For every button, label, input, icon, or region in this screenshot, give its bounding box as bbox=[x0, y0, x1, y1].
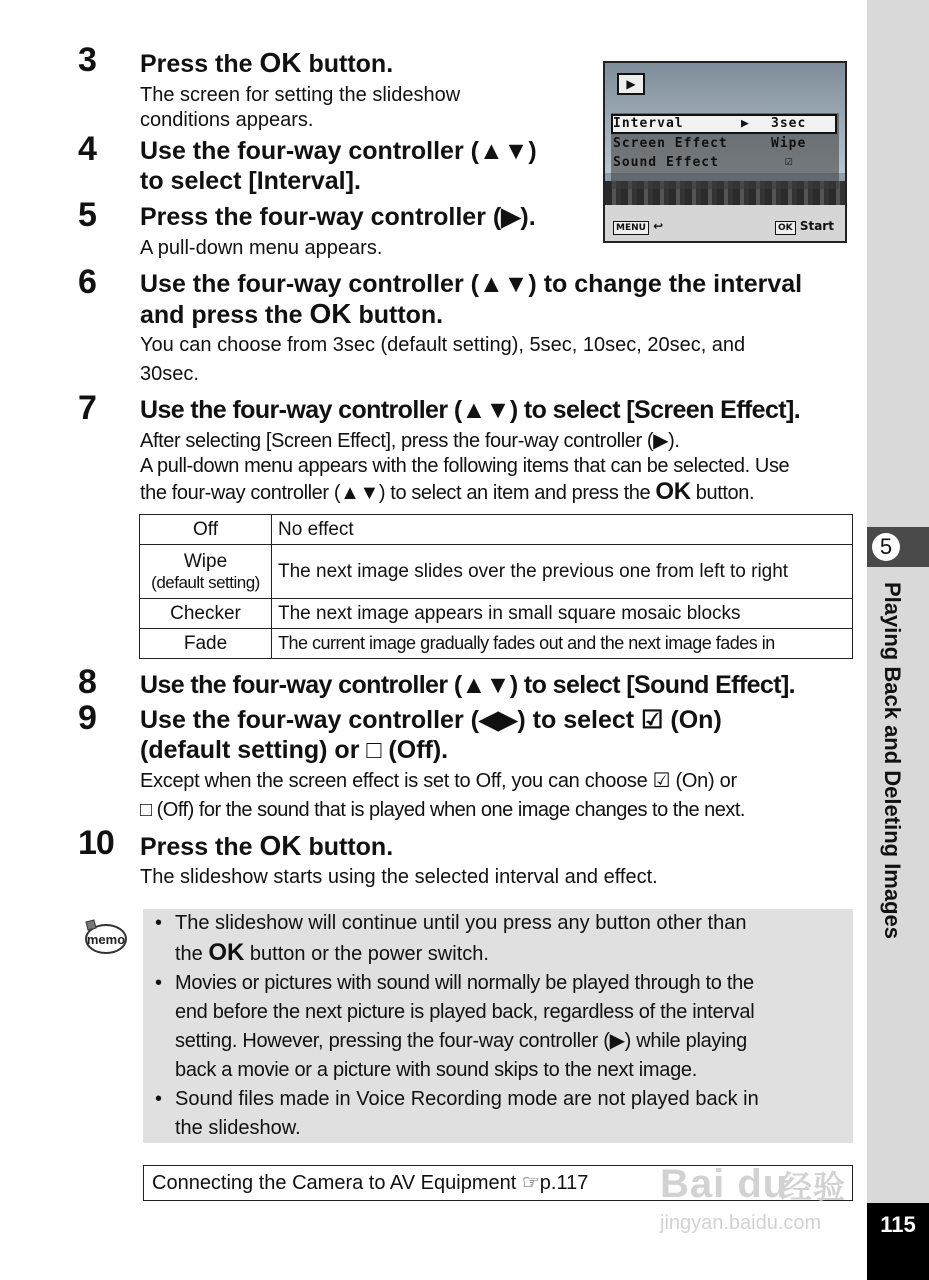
ok-button-glyph: OK bbox=[208, 939, 245, 966]
step-heading: and press the OK button. bbox=[140, 298, 444, 329]
step-number: 8 bbox=[78, 663, 96, 701]
step-heading: Press the OK button. bbox=[140, 830, 394, 861]
back-arrow-icon: ↩ bbox=[648, 219, 664, 233]
step-body: A pull-down menu appears with the following items that can be selected. Use bbox=[140, 455, 790, 477]
memo-list bbox=[153, 909, 848, 1143]
list-item: • Sound files made in Voice Recording mode are not played back in the slideshow. bbox=[153, 1085, 848, 1143]
menu-row-sound-effect: Sound Effect ☑ bbox=[613, 154, 794, 170]
step-heading: Use the four-way controller (▲▼) to select [Sound Effect]. bbox=[140, 671, 796, 699]
step-heading: Press the OK button. bbox=[140, 47, 394, 78]
list-item: • The slideshow will continue until you press any button other than the OK button or the power switch. bbox=[153, 909, 848, 969]
step-number: 7 bbox=[78, 389, 96, 427]
pointing-hand-icon: ☞ bbox=[521, 1172, 540, 1194]
cross-reference: Connecting the Camera to AV Equipment ☞p.117 bbox=[143, 1165, 853, 1201]
reference-link[interactable]: p.117 bbox=[539, 1172, 589, 1194]
table-row bbox=[140, 629, 853, 659]
watermark-cn: 经验 bbox=[780, 1169, 847, 1205]
menu-row-screen-effect: Screen Effect Wipe bbox=[613, 136, 807, 151]
step-heading: Use the four-way controller (▲▼) to select [Screen Effect]. bbox=[140, 396, 801, 424]
step-heading: (default setting) or □ (Off). bbox=[140, 736, 449, 764]
baidu-watermark bbox=[660, 1140, 870, 1250]
ok-button-glyph: OK bbox=[259, 830, 302, 861]
step-number: 9 bbox=[78, 699, 96, 737]
step-body: conditions appears. bbox=[140, 109, 314, 131]
effect-description: No effect bbox=[272, 515, 853, 545]
page-number: 115 bbox=[880, 1212, 916, 1237]
table-row bbox=[140, 545, 853, 599]
step-heading: to select [Interval]. bbox=[140, 167, 361, 195]
step-body: After selecting [Screen Effect], press the four-way controller (▶). bbox=[140, 430, 680, 452]
ok-start-hint: OK Start bbox=[775, 219, 834, 235]
step-body: You can choose from 3sec (default setting), 5sec, 10sec, 20sec, and bbox=[140, 334, 746, 356]
watermark-brand: Bai du bbox=[660, 1162, 789, 1206]
playback-icon: ▶ bbox=[617, 73, 645, 95]
step-body: The slideshow starts using the selected interval and effect. bbox=[140, 866, 658, 888]
memo-icon-label: memo bbox=[86, 932, 126, 947]
effect-name: Fade bbox=[140, 629, 272, 659]
step-number: 3 bbox=[78, 41, 96, 79]
effect-description: The current image gradually fades out and the next image fades in bbox=[272, 629, 853, 659]
watermark-url: jingyan.baidu.com bbox=[660, 1212, 822, 1234]
chapter-number: 5 bbox=[872, 533, 900, 561]
menu-back-hint: MENU ↩ bbox=[613, 219, 663, 235]
screen-effect-table bbox=[139, 514, 853, 659]
ok-button-glyph: OK bbox=[259, 47, 302, 78]
step-number: 6 bbox=[78, 263, 96, 301]
menu-row-interval: Interval ▶ 3sec bbox=[613, 116, 807, 131]
step-body: The screen for setting the slideshow bbox=[140, 84, 461, 106]
step-heading: Use the four-way controller (◀▶) to select ☑ (On) bbox=[140, 706, 722, 734]
step-number: 5 bbox=[78, 196, 96, 234]
effect-description: The next image appears in small square mosaic blocks bbox=[272, 599, 853, 629]
table-row bbox=[140, 515, 853, 545]
checkbox-on-icon: ☑ bbox=[785, 154, 794, 169]
step-number: 4 bbox=[78, 130, 96, 168]
step-body: 30sec. bbox=[140, 363, 199, 385]
step-body: Except when the screen effect is set to Off, you can choose ☑ (On) or bbox=[140, 770, 737, 792]
ok-button-glyph: OK bbox=[655, 478, 691, 505]
effect-name: Wipe (default setting) bbox=[140, 545, 272, 599]
step-heading: Use the four-way controller (▲▼) to change the interval bbox=[140, 270, 803, 298]
list-item: • Movies or pictures with sound will normally be played through to the end before the next picture is played back, regardless of the interval setting. However, pressing the four-way controller (▶) while playing back a movie or a picture with sound skips to the next image. bbox=[153, 969, 848, 1085]
step-heading: Press the four-way controller (▶). bbox=[140, 203, 536, 231]
step-body: the four-way controller (▲▼) to select an item and press the OK button. bbox=[140, 478, 755, 505]
effect-name: Off bbox=[140, 515, 272, 545]
step-body: □ (Off) for the sound that is played when one image changes to the next. bbox=[140, 799, 745, 821]
right-arrow-icon: ▶ bbox=[741, 116, 750, 131]
ok-button-glyph: OK bbox=[309, 298, 352, 329]
step-number: 10 bbox=[78, 824, 114, 862]
memo-icon bbox=[80, 914, 128, 958]
camera-screen-illustration bbox=[603, 61, 847, 243]
step-body: A pull-down menu appears. bbox=[140, 237, 383, 259]
chapter-title: Playing Back and Deleting Images bbox=[880, 582, 905, 940]
effect-description: The next image slides over the previous one from left to right bbox=[272, 545, 853, 599]
table-row bbox=[140, 599, 853, 629]
effect-name: Checker bbox=[140, 599, 272, 629]
step-heading: Use the four-way controller (▲▼) bbox=[140, 137, 537, 165]
